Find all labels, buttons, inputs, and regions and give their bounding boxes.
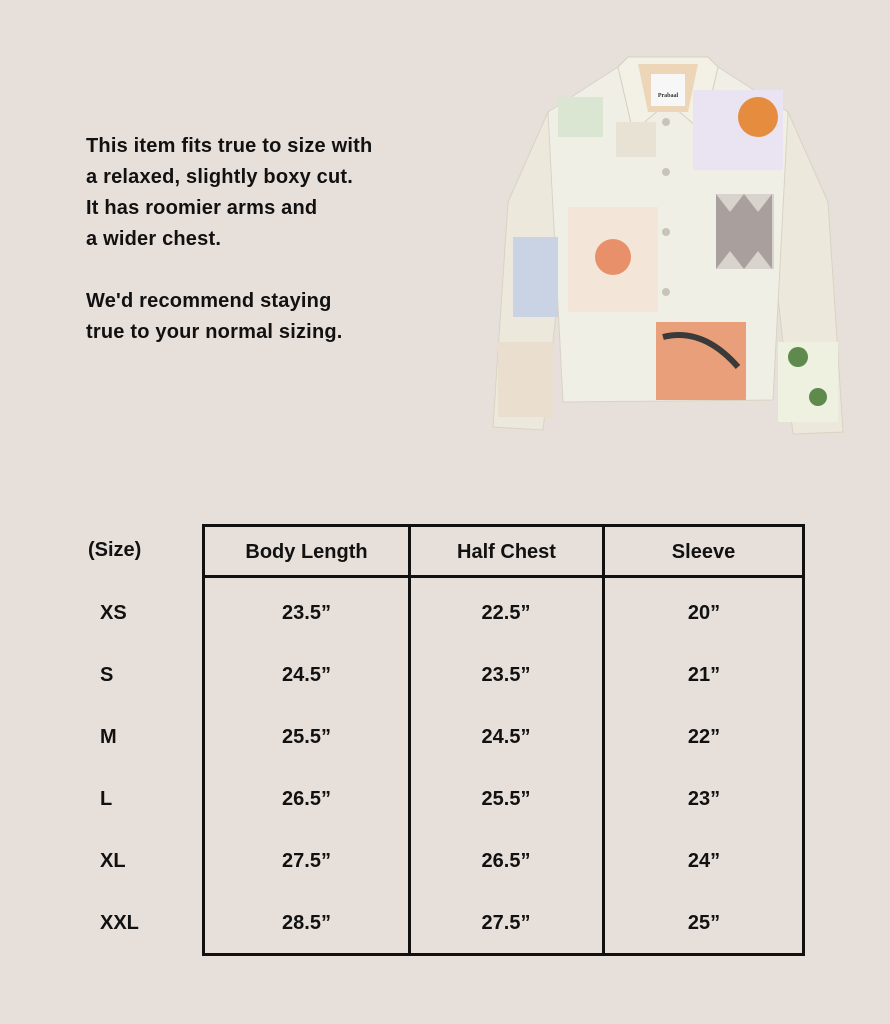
table-row — [0, 779, 890, 819]
size-column-header: (Size) — [88, 539, 142, 561]
sleeve-cell: 25” — [687, 912, 721, 934]
sleeve-cell: 21” — [687, 664, 721, 686]
header-half-chest: Half Chest — [457, 541, 556, 563]
half-chest-cell: 23.5” — [481, 664, 531, 686]
size-cell: XS — [100, 602, 127, 624]
body-length-cell: 28.5” — [282, 912, 331, 934]
header-body-length: Body Length — [245, 541, 368, 563]
table-row — [0, 903, 890, 943]
header-divider — [205, 575, 802, 578]
half-chest-cell: 26.5” — [481, 850, 531, 872]
jacket-label-text: Prabaal — [657, 93, 679, 99]
sleeve-cell: 22” — [687, 726, 721, 748]
half-chest-cell: 27.5” — [481, 912, 531, 934]
line: a relaxed, slightly boxy cut. — [86, 166, 354, 188]
table-row — [0, 655, 890, 695]
line: It has roomier arms and — [86, 197, 318, 219]
table-row — [0, 717, 890, 757]
recommendation-paragraph — [86, 286, 372, 348]
size-cell: M — [100, 726, 117, 748]
body-length-cell: 27.5” — [282, 850, 331, 872]
sleeve-cell: 24” — [687, 850, 721, 872]
line: true to your normal sizing. — [86, 321, 343, 343]
body-length-cell: 25.5” — [282, 726, 331, 748]
line: This item fits true to size with — [86, 135, 373, 157]
body-length-cell: 26.5” — [282, 788, 331, 810]
body-length-cell: 24.5” — [282, 664, 331, 686]
sleeve-cell: 23” — [687, 788, 721, 810]
fit-paragraph — [86, 131, 372, 255]
fit-description — [86, 131, 372, 348]
size-cell: S — [100, 664, 114, 686]
size-cell: L — [100, 788, 113, 810]
line: a wider chest. — [86, 228, 222, 250]
half-chest-cell: 25.5” — [481, 788, 531, 810]
jacket-image — [488, 52, 848, 437]
header-sleeve: Sleeve — [671, 541, 736, 563]
collar-label — [651, 74, 685, 106]
size-cell: XL — [100, 850, 126, 872]
table-row — [0, 841, 890, 881]
body-length-cell: 23.5” — [282, 602, 331, 624]
half-chest-cell: 22.5” — [481, 602, 531, 624]
table-row — [0, 593, 890, 633]
size-cell: XXL — [100, 912, 139, 934]
sleeve-cell: 20” — [687, 602, 721, 624]
line: We'd recommend staying — [86, 290, 332, 312]
half-chest-cell: 24.5” — [481, 726, 531, 748]
